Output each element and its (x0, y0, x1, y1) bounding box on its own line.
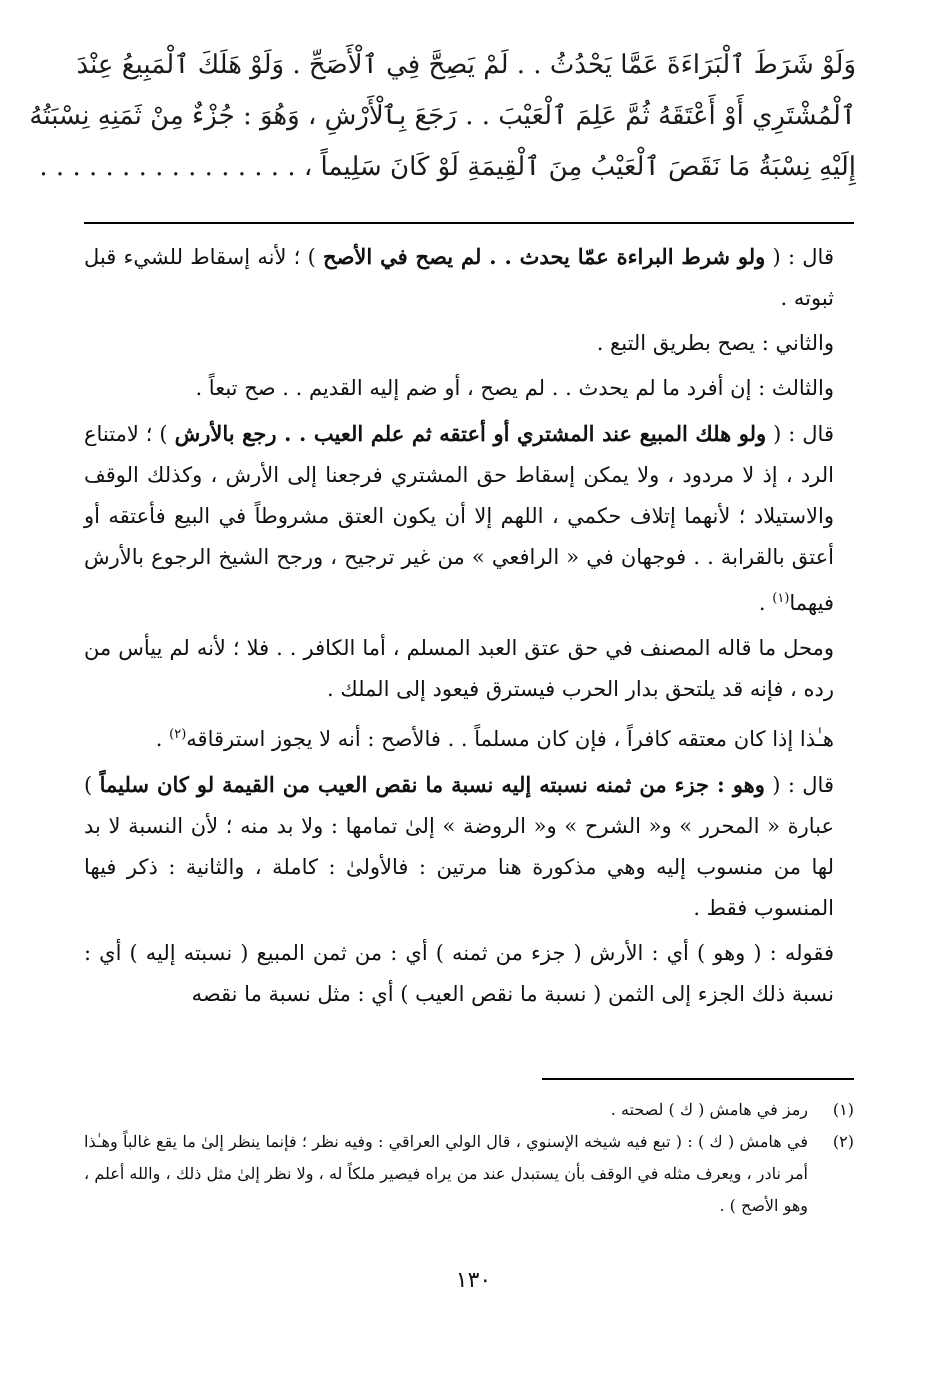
commentary-text (84, 236, 854, 1019)
commentary-paragraph: ومحل ما قاله المصنف في حق عتق العبد المسلم ، أما الكافر . . فلا ؛ لأنه لم ييأس من رده ، فإنه قد يلتحق بدار الحرب فيسترق فيعود إلى الملك . (84, 636, 834, 701)
matn-line: إِلَيْهِ نِسْبَةُ مَا نَقَصَ ٱلْعَيْبُ مِنَ ٱلْقِيمَةِ لَوْ كَانَ سَلِيماً ، . . . . . . . . . . . . . . . . (39, 152, 856, 182)
quoted-matn: ولو شرط البراءة عمّا يحدث . . لم يصح في الأصح (323, 244, 766, 269)
commentary-paragraph: فقوله : ( وهو ) أي : الأرش ( جزء من ثمنه ) أي : من ثمن المبيع ( نسبته إليه ) أي : نسبة ذلك الجزء إلى الثمن ( نسبة ما نقص العيب ) أي : مثل نسبة ما نقصه (84, 941, 834, 1006)
commentary-paragraph (84, 413, 854, 624)
quote-lead: قال : ( (764, 773, 834, 797)
quote-lead: قال : ( (766, 422, 834, 446)
quote-lead: قال : ( (765, 245, 834, 269)
matn-line: ٱلْمُشْتَرِي أَوْ أَعْتَقَهُ ثُمَّ عَلِمَ ٱلْعَيْبَ . . رَجَعَ بِٱلْأَرْشِ ، وَهُوَ : جُزْءٌ مِنْ ثَمَنِهِ نِسْبَتُهُ (29, 101, 856, 131)
footnote-ref[interactable]: (١) (772, 591, 790, 606)
matn-line: وَلَوْ شَرَطَ ٱلْبَرَاءَةَ عَمَّا يَحْدُثُ . . لَمْ يَصِحَّ فِي ٱلْأَصَحِّ . وَلَوْ هَلَكَ ٱلْمَبِيعُ عِنْدَ (76, 50, 856, 80)
footnote-separator (542, 1078, 854, 1080)
footnote-text: في هامش ( ك ) : ( تبع فيه شيخه الإسنوي ، قال الولي العراقي : وفيه نظر ؛ فإنما ينظر إلىٰ ما يقع غالباً وهـٰذا أمر نادر ، ويعرف مثله في الوقف بأن يستبدل عند من يراه فيصير ملكاً له ، ولا نظر إلىٰ مثل ذلك ، والله أعلم ، وهو الأصح ) . (84, 1132, 809, 1215)
matn-separator (84, 222, 854, 224)
footnotes (84, 1094, 854, 1222)
commentary-body: ) ؛ لامتناع الرد ، إذ لا مردود ، ولا يمكن إسقاط حق المشتري فرجعنا إلى الأرش ، وكذلك الوقف والاستيلاد ؛ لأنهما إتلاف حكمي ، اللهم إلا أن يكون العتق مشروطاً في البيع فأعتقه أو أعتق بالقرابة . . فوجهان في « الرافعي » من غير ترجيح ، ورجح الشيخ الرجوع بالأرش فيهما (84, 422, 834, 615)
commentary-body: . (155, 727, 170, 751)
quoted-matn: وهو : جزء من ثمنه نسبته إليه نسبة ما نقص العيب من القيمة لو كان سليماً (99, 772, 765, 797)
matn-text (29, 40, 856, 193)
page-number: ١٣٠ (455, 1268, 492, 1293)
footnote-ref[interactable]: (٢) (169, 727, 187, 742)
quoted-matn: ولو هلك المبيع عند المشتري أو أعتقه ثم علم العيب . . رجع بالأرش (174, 421, 767, 446)
footnote-number: (١) (832, 1100, 854, 1119)
commentary-paragraph (84, 236, 854, 319)
footnote (84, 1094, 854, 1126)
commentary-paragraph: والثاني : يصح بطريق التبع . (596, 331, 834, 355)
commentary-body: ) ؛ لأنه إسقاط للشيء قبل ثبوته . (84, 245, 834, 310)
commentary-paragraph (84, 764, 854, 929)
commentary-body: . (758, 591, 773, 615)
footnote-text: رمز في هامش ( ك ) لصحته . (610, 1100, 808, 1119)
commentary-paragraph: والثالث : إن أفرد ما لم يحدث . . لم يصح ، أو ضم إليه القديم . . صح تبعاً . (195, 376, 834, 400)
footnote (84, 1126, 854, 1222)
commentary-paragraph (84, 714, 854, 760)
commentary-body: هـٰذا إذا كان معتقه كافراً ، فإن كان مسلماً . . فالأصح : أنه لا يجوز استرقاقه (186, 727, 834, 751)
footnote-number: (٢) (832, 1132, 854, 1151)
commentary-body: ) عبارة « المحرر » و« الشرح » و« الروضة » إلىٰ تمامها : ولا بد منه ؛ لأن النسبة لا بد لها من منسوب إليه وهي مذكورة هنا مرتين : فالأولىٰ : كاملة ، والثانية : ذكر فيها المنسوب فقط . (84, 773, 834, 920)
